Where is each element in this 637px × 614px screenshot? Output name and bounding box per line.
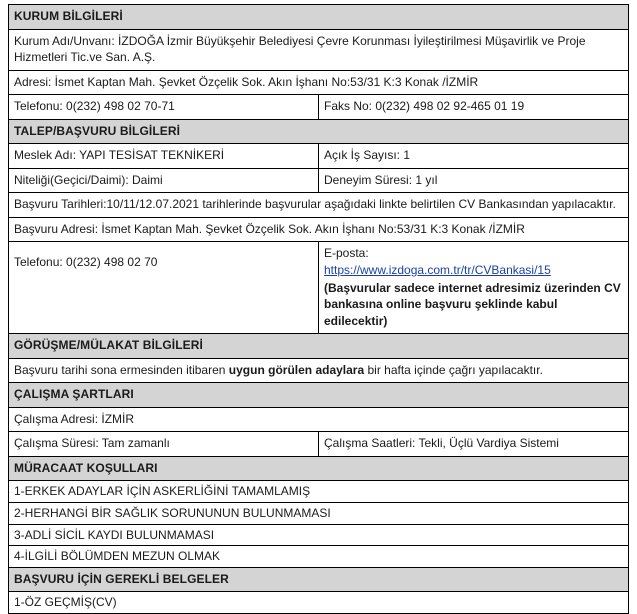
list-item <box>9 592 629 614</box>
kurum-fax-cell: Faks No: 0(232) 498 02 92-465 01 19 <box>319 95 629 120</box>
row-kurum-address <box>9 70 629 95</box>
section-header-belgeler-label: BAŞVURU İÇİN GEREKLİ BELGELER <box>9 567 629 592</box>
apply-phone-cell: Telefonu: 0(232) 498 02 70 <box>9 242 319 334</box>
work-hours-cell: Çalışma Saatleri: Tekli, Üçlü Vardiya Sistemi <box>319 432 629 457</box>
muracaat-item-2: 2-HERHANGİ BİR SAĞLIK SORUNUNUN BULUNMAMASI <box>9 503 629 525</box>
section-header-muracaat-label: MÜRACAAT KOŞULLARI <box>9 456 629 481</box>
section-header-talep <box>9 119 629 144</box>
email-note: (Başvurular sadece internet adresimiz üzerinden CV bankasına online başvuru şeklinde kabul edilecektir) <box>324 280 621 328</box>
open-count-cell: Açık İş Sayısı: 1 <box>319 144 629 169</box>
list-item <box>9 524 629 546</box>
apply-dates-cell: Başvuru Tarihleri:10/11/12.07.2021 tarihlerinde başvurular aşağıdaki linkte belirtilen CV Bankasından yapılacaktır. <box>9 193 629 218</box>
kurum-name-cell <box>9 29 629 70</box>
row-apply-address <box>9 217 629 242</box>
cv-bank-link[interactable]: https://www.izdoga.com.tr/tr/CVBankasi/15 <box>324 263 551 278</box>
apply-address-cell: Başvuru Adresi: İsmet Kaptan Mah. Şevket Özçelik Sok. Akın İşhanı No:53/31 K:3 Konak /İZMİR <box>9 217 629 242</box>
row-job-title <box>9 144 629 169</box>
gorusme-text-cell <box>9 358 629 383</box>
email-label: E-posta: <box>324 246 369 261</box>
section-header-kurum-label: KURUM BİLGİLERİ <box>9 5 629 30</box>
row-work-duration <box>9 432 629 457</box>
experience-cell: Deneyim Süresi: 1 yıl <box>319 168 629 193</box>
section-header-gorusme <box>9 334 629 359</box>
row-apply-dates <box>9 193 629 218</box>
row-kurum-name <box>9 29 629 70</box>
gorusme-text-before: Başvuru tarihi sona ermesinden itibaren <box>14 362 229 377</box>
quality-cell: Niteliği(Geçici/Daimi): Daimi <box>9 168 319 193</box>
kurum-address-cell: Adresi: İsmet Kaptan Mah. Şevket Özçelik Sok. Akın İşhanı No:53/31 K:3 Konak /İZMİR <box>9 70 629 95</box>
belgeler-item-1: 1-ÖZ GEÇMİŞ(CV) <box>9 592 629 614</box>
section-header-calisma <box>9 383 629 408</box>
section-header-talep-label: TALEP/BAŞVURU BİLGİLERİ <box>9 119 629 144</box>
row-work-address <box>9 407 629 432</box>
list-item <box>9 481 629 503</box>
kurum-phone-cell: Telefonu: 0(232) 498 02 70-71 <box>9 95 319 120</box>
kurum-name-value: İZDOĞA İzmir Büyükşehir Belediyesi Çevre Korunması İyileştirilmesi Müşavirlik ve Proje Hizmetleri Tic.ve San. A.Ş. <box>14 33 586 65</box>
muracaat-item-4: 4-İLGİLİ BÖLÜMDEN MEZUN OLMAK <box>9 546 629 568</box>
section-header-gorusme-label: GÖRÜŞME/MÜLAKAT BİLGİLERİ <box>9 334 629 359</box>
muracaat-item-1: 1-ERKEK ADAYLAR İÇİN ASKERLİĞİNİ TAMAMLAMIŞ <box>9 481 629 503</box>
gorusme-text-bold: uygun görülen adaylara <box>228 362 365 377</box>
job-title-cell: Meslek Adı: YAPI TESİSAT TEKNİKERİ <box>9 144 319 169</box>
row-quality <box>9 168 629 193</box>
apply-email-cell <box>319 242 629 334</box>
job-posting-table <box>8 4 629 614</box>
gorusme-text-after: bir hafta içinde çağrı yapılacaktır. <box>364 362 543 377</box>
kurum-name-label: Kurum Adı/Unvanı: <box>14 33 115 48</box>
row-kurum-contact <box>9 95 629 120</box>
section-header-kurum <box>9 5 629 30</box>
section-header-calisma-label: ÇALIŞMA ŞARTLARI <box>9 383 629 408</box>
row-gorusme-text <box>9 358 629 383</box>
section-header-muracaat <box>9 456 629 481</box>
work-address-cell: Çalışma Adresi: İZMİR <box>9 407 629 432</box>
row-apply-contact <box>9 242 629 334</box>
work-duration-cell: Çalışma Süresi: Tam zamanlı <box>9 432 319 457</box>
section-header-belgeler <box>9 567 629 592</box>
muracaat-item-3: 3-ADLİ SİCİL KAYDI BULUNMAMASI <box>9 524 629 546</box>
list-item <box>9 503 629 525</box>
